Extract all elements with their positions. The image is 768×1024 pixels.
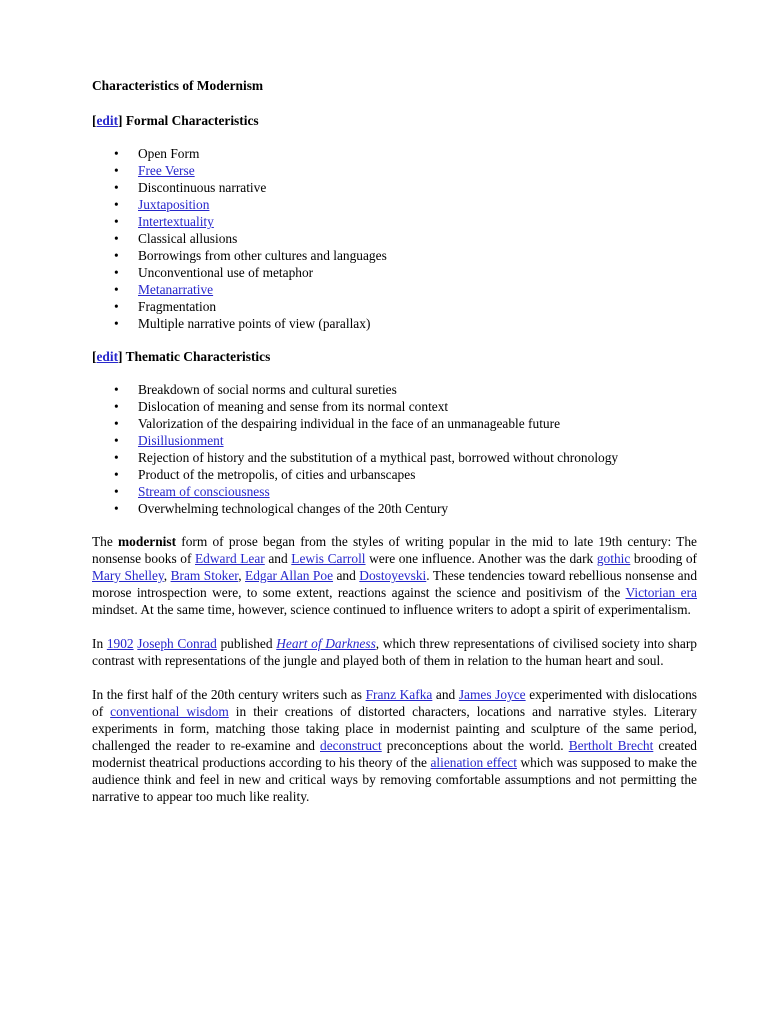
link-gothic[interactable]: gothic — [596, 551, 631, 566]
link-stream-of-consciousness[interactable]: Stream of consciousness — [138, 484, 270, 499]
list-item: • Open Form — [92, 145, 697, 162]
link-edgar-allan-poe[interactable]: Edgar Allan Poe — [245, 568, 334, 583]
link-lewis-carroll[interactable]: Lewis Carroll — [291, 551, 366, 566]
link-free-verse[interactable]: Free Verse — [138, 163, 195, 178]
list-item: • Rejection of history and the substitution of a mythical past, borrowed without chronology — [92, 449, 697, 466]
link-bertholt-brecht[interactable]: Bertholt Brecht — [568, 738, 654, 753]
link-juxtaposition[interactable]: Juxtaposition — [138, 197, 210, 212]
link-1902[interactable]: 1902 — [106, 636, 134, 651]
list-item — [92, 483, 697, 500]
list-item: • Fragmentation — [92, 298, 697, 315]
list-item: • Valorization of the despairing individual in the face of an unmanageable future — [92, 415, 697, 432]
document-title: Characteristics of Modernism — [92, 78, 264, 93]
list-item — [92, 432, 697, 449]
list-item: • Classical allusions — [92, 230, 697, 247]
link-conventional-wisdom[interactable]: conventional wisdom — [110, 704, 229, 719]
list-item — [92, 213, 697, 230]
link-alienation-effect[interactable]: alienation effect — [430, 755, 517, 770]
link-disillusionment[interactable]: Disillusionment — [138, 433, 224, 448]
list-item: • Product of the metropolis, of cities and urbanscapes — [92, 466, 697, 483]
link-victorian-era[interactable]: Victorian era — [625, 585, 697, 600]
list-item — [92, 162, 697, 179]
link-metanarrative[interactable]: Metanarrative — [138, 282, 214, 297]
link-edward-lear[interactable]: Edward Lear — [195, 551, 265, 566]
list-item: • Breakdown of social norms and cultural sureties — [92, 381, 697, 398]
list-item: • Overwhelming technological changes of the 20th Century — [92, 500, 697, 517]
section-title-formal: Formal Characteristics — [125, 113, 259, 128]
link-dostoyevski[interactable]: Dostoyevski — [359, 568, 427, 583]
section-heading-thematic: [edit] Thematic Characteristics — [92, 349, 271, 364]
link-joseph-conrad[interactable]: Joseph Conrad — [137, 636, 217, 651]
list-item — [92, 196, 697, 213]
link-deconstruct[interactable]: deconstruct — [320, 738, 382, 753]
list-item: • Discontinuous narrative — [92, 179, 697, 196]
link-bram-stoker[interactable]: Bram Stoker — [170, 568, 239, 583]
link-mary-shelley[interactable]: Mary Shelley — [92, 568, 164, 583]
list-item: • Multiple narrative points of view (parallax) — [92, 315, 697, 332]
thematic-characteristics-list — [92, 381, 697, 517]
link-james-joyce[interactable]: James Joyce — [458, 687, 526, 702]
link-intertextuality[interactable]: Intertextuality — [138, 214, 214, 229]
bold-modernist: modernist — [118, 534, 177, 549]
edit-link-formal[interactable]: edit — [96, 113, 119, 128]
list-item: • Unconventional use of metaphor — [92, 264, 697, 281]
paragraph-twentieth-century: In the first half of the 20th century writers such as Franz Kafka and James Joyce experimented with dislocations of conventional wisdom in their creations of distorted characters, locations and narrative styles. Literary experiments in form, matching those taking place in modernist painting and sculpture of the same period, challenged the reader to re-examine and deconstruct preconceptions about the world. Bertholt Brecht created modernist theatrical productions according to his theory of the alienation effect which was supposed to make the audience think and feel in new and critical ways by removing comfortable assumptions and not permitting the narrative to appear too much like reality. — [92, 687, 698, 804]
paragraph-prose-origins: The modernist form of prose began from the styles of writing popular in the mid to late 19th century: The nonsense books of Edward Lear and Lewis Carroll were one influence. Another was the dark gothic brooding of Mary Shelley, Bram Stoker, Edgar Allan Poe and Dostoyevski. These tendencies toward rebellious nonsense and morose introspection were, to some extent, reactions against the science and positivism of the Victorian era mindset. At the same time, however, science continued to influence writers to adopt a spirit of experimentalism. — [92, 534, 698, 617]
paragraph-heart-of-darkness: In 1902 Joseph Conrad published Heart of Darkness, which threw representations of civilised society into sharp contrast with representations of the jungle and played both of them in relation to the human heart and soul. — [92, 636, 697, 668]
formal-characteristics-list — [92, 145, 697, 332]
list-item: • Dislocation of meaning and sense from its normal context — [92, 398, 697, 415]
section-title-thematic: Thematic Characteristics — [125, 349, 271, 364]
link-franz-kafka[interactable]: Franz Kafka — [365, 687, 433, 702]
section-heading-formal: [edit] Formal Characteristics — [92, 113, 259, 128]
edit-link-thematic[interactable]: edit — [96, 349, 119, 364]
list-item — [92, 281, 697, 298]
link-heart-of-darkness[interactable]: Heart of Darkness — [276, 636, 376, 651]
list-item: • Borrowings from other cultures and languages — [92, 247, 697, 264]
